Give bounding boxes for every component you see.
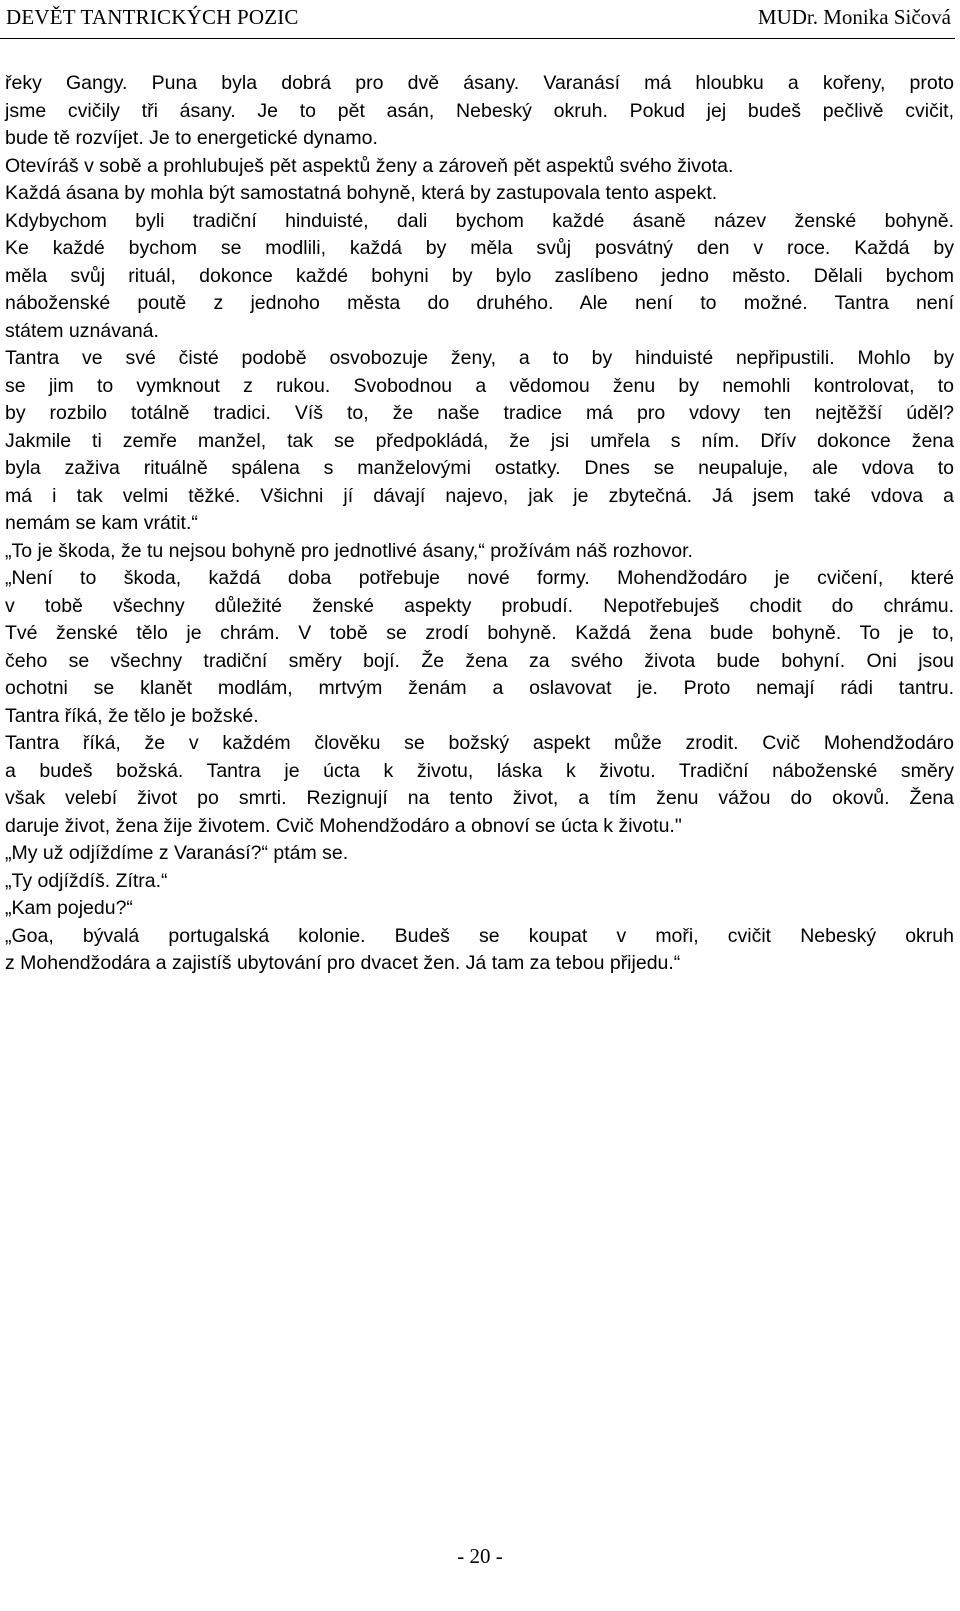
book-title: DEVĚT TANTRICKÝCH POZIC <box>6 5 299 29</box>
text-line: čeho se všechny tradiční směry bojí. Že žena za svého života bude bohyní. Oni jsou <box>5 649 954 672</box>
text-line: „My už odjíždíme z Varanásí?“ ptám se. <box>5 842 349 864</box>
text-line: však velebí život po smrti. Rezignují na tento život, a tím ženu vážou do okovů. Žena <box>5 787 954 809</box>
text-line: měla svůj rituál, dokonce každé bohyni by bylo zaslíbeno jedno město. Dělali bychom <box>5 264 954 287</box>
text-line: nemám se kam vrátit.“ <box>5 512 198 534</box>
text-line: má i tak velmi těžké. Všichni jí dávají najevo, jak je zbytečná. Já jsem také vdova a <box>5 484 954 507</box>
text-line: státem uznávaná. <box>5 319 159 342</box>
page-header <box>0 0 955 39</box>
text-line: „Ty odjíždíš. Zítra.“ <box>5 869 168 892</box>
text-line: „Kam pojedu?“ <box>5 897 133 919</box>
text-line: Každá ásana by mohla být samostatná bohyně, která by zastupovala tento aspekt. <box>5 182 718 204</box>
text-line: by rozbilo totálně tradici. Víš to, že naše tradice má pro vdovy ten nejtěžší úděl? <box>5 402 954 424</box>
body-text <box>5 70 954 978</box>
page-number: - 20 - <box>457 1544 503 1568</box>
text-line: Kdybychom byli tradiční hinduisté, dali bychom každé ásaně název ženské bohyně. <box>5 209 954 232</box>
text-line: bude tě rozvíjet. Je to energetické dynamo. <box>5 127 378 149</box>
text-line: byla zaživa rituálně spálena s manželovými ostatky. Dnes se neupaluje, ale vdova to <box>5 457 954 479</box>
text-line: a budeš božská. Tantra je úcta k životu, láska k životu. Tradiční náboženské směry <box>5 759 954 782</box>
text-line: Jakmile ti zemře manžel, tak se předpokládá, že jsi umřela s ním. Dřív dokonce žena <box>5 429 954 452</box>
text-line: Tantra říká, že tělo je božské. <box>5 704 259 727</box>
text-line: ochotni se klanět modlám, mrtvým ženám a oslavovat je. Proto nemají rádi tantru. <box>5 677 954 699</box>
text-line: daruje život, žena žije životem. Cvič Mohendžodáro a obnoví se úcta k životu." <box>5 814 682 837</box>
text-line: Ke každé bychom se modlili, každá by měla svůj posvátný den v roce. Každá by <box>5 237 954 259</box>
text-line: „Goa, bývalá portugalská kolonie. Budeš se koupat v moři, cvičit Nebeský okruh <box>5 924 954 947</box>
text-line: řeky Gangy. Puna byla dobrá pro dvě ásany. Varanásí má hloubku a kořeny, proto <box>5 72 954 94</box>
author-name: MUDr. Monika Sičová <box>757 5 951 29</box>
text-line: z Mohendžodára a zajistíš ubytování pro dvacet žen. Já tam za tebou přijedu.“ <box>5 952 681 974</box>
text-line: „Není to škoda, každá doba potřebuje nové formy. Mohendžodáro je cvičení, které <box>5 567 954 589</box>
text-line: se jim to vymknout z rukou. Svobodnou a vědomou ženu by nemohli kontrolovat, to <box>5 374 954 397</box>
text-line: „To je škoda, že tu nejsou bohyně pro jednotlivé ásany,“ prožívám náš rozhovor. <box>5 539 693 562</box>
text-line: Tantra ve své čisté podobě osvobozuje ženy, a to by hinduisté nepřipustili. Mohlo by <box>5 347 954 369</box>
text-line: v tobě všechny důležité ženské aspekty probudí. Nepotřebuješ chodit do chrámu. <box>5 594 954 617</box>
text-line: Otevíráš v sobě a prohlubuješ pět aspektů ženy a zároveň pět aspektů svého života. <box>5 154 734 177</box>
text-line: Tantra říká, že v každém člověku se božský aspekt může zrodit. Cvič Mohendžodáro <box>5 732 954 754</box>
text-line: náboženské poutě z jednoho města do druhého. Ale není to možné. Tantra není <box>5 292 954 314</box>
text-line: jsme cvičily tři ásany. Je to pět asán, Nebeský okruh. Pokud jej budeš pečlivě cvičit, <box>5 99 954 122</box>
text-line: Tvé ženské tělo je chrám. V tobě se zrodí bohyně. Každá žena bude bohyně. To je to, <box>5 622 954 644</box>
